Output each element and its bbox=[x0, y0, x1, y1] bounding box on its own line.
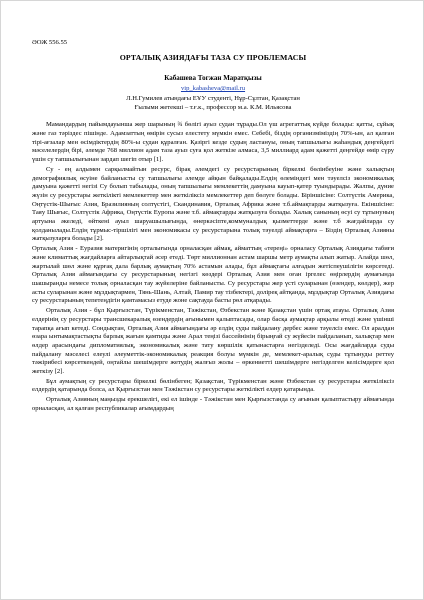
paragraph-4: Орталық Азия - бұл Қырғызстан, Түрікменстан, Тәжікстан, Өзбекстан және Қазақстан үшін ортақ атауы. Орталық Азия елдерінің су ресурстары трансшекаралық өзендердің ағынымен қалыптасады, олар басқа аумақтар арқылы өтеді және үшінші тарапқа ағып кетеді. Сондықтан, Орталық Азия аймағындағы әр елдің суды пайдалану дербес және тәуелсіз емес. Ол аралдан өзара ынтымақтастықты барлық жағын қамтиды және Арал теңізі бассейнінің бірыңғай су жүйесін пайдаланып, халықтар мен өлдер арасындағы дипломатиялық, экономикалық және тату көршілік қатынастарға негізделеді. Осы жағдайларда суды пайдалану мәселесі елеулі әлеуметтік-экономикалық реакция болуы мүмкін де, мемлекет-аралық суды тұтынуды реттеу тәжірибесі көрсеткендей, оңтайлы шешімдерге жетудің жалғыз жолы – өркениетті шешімдерге негізделген келісімдерге қол жеткізу [2]. bbox=[32, 307, 394, 376]
paragraph-5: Бұл аумақтың су ресурстары біркелкі бөлінбеген; Қазақстан, Түрікменстан және Өзбекстан су ресурстары жеткіліксіз елдердің қатарында болса, ал Қырғызстан мен Тәжікстан су ресурстары жеткілікті елдер қатарында. bbox=[32, 377, 394, 394]
paragraph-1: Мамандардың пайымдауынша жер шарының ¾ бөлігі ауыз судан тұрады.Ол үш агрегаттық күйде болады: қатты, сұйық және газ тәріздес пішінде. Адамзаттың өмірін сусыз елестету мүмкін емес. Себебі, біздің организміміздің 70%-ын, ал қалған тірі-ағзалар мен өсімдіктердің 80%-ы судан құралған. Қазіргі кезде судың ластануы, оның тапшылығы жаһандық деңгейдегі мәселелердің бірі, әлемде 768 миллион адам таза ауыз суға қол жеткізе алмаса, 3,5 миллиард адам қажетті деңгейде өмір сүру үшін су тапшылығынан зардап шегіп отыр [1]. bbox=[32, 121, 394, 164]
paragraph-3: Орталық Азия - Еуразия материгінің орталығында орналасқан аймақ, айматтың «тереңі» орналасу Орталық Азиядағы табиғи және климаттық жағдайларға айтарлықтай әсер етеді. Төрт миллионнан астам шаршы метр аумақты алып жатыр. Алайда шөл, жартылай шөл және құрғақ дала барлық аумақтың 70% астамын алады, бұл аймақтағы алғадын жетіспеушілігін көрсетеді. Орталық Азия аймағындағы су ресурстарының негізгі көздері Орталық Азия мен оған іргелес өңірлердің аумағында шашыранды немесе толық орналасқан тау жүйелеріне байланысты. Су ресурстары жер үсті суларынан (өзендер, көлдер), жер асты суларынан және мұздықтармен, Тянь-Шань, Алтай, Памир тау тізбектері, доліреқ айтқанда, мұздықтар Орталық Азиядағы су ресурстарының тепетеңдігін қамтамасыз етуде жоне сақтауда басты рөл атқарады. bbox=[32, 245, 394, 305]
paragraph-6: Орталық Азияның маңызды ерекшелігі, екі ел ішінде - Тәжікстан мен Қырғызстанда су ағынын қалыптастыру аймағында орналасқан, ал қалған республикалар ағымдардың bbox=[32, 396, 394, 412]
author-affiliation: Л.Н.Гумилев атындағы ЕҰУ студенті, Нұр-Сұлтан, Қазақстан bbox=[126, 94, 300, 102]
article-title: ОРТАЛЫҚ АЗИЯДАҒЫ ТАЗА СУ ПРОБЛЕМАСЫ bbox=[119, 52, 307, 62]
article-body bbox=[32, 39, 394, 415]
scientific-supervisor: Ғылыми жетекші – т.ғ.к., профессор м.а. К.М. Ильясова bbox=[134, 103, 292, 111]
author-email-link[interactable]: vip_kabasheva@mail.ru bbox=[180, 85, 246, 93]
author-name: Кабашева Тогжан Маратқызы bbox=[164, 73, 262, 82]
paragraph-2: Су - ең алдымен сарқылмайтын ресурс, бірақ әлемдегі су ресурстарының біркелкі бөлінбеуіне және халықтың демографиялық өсуіне байланысты су тапшылығы әлемде айқын байқалады.Елдің өлеміндегі мен тәуелсіз экономикалық дамуына қажетті негізі Су болып табылады, оның тапшылығы мемлекеттің дамуына кауып-қатер туындырады. Жалпы, дүние жүзін су ресурстары жеткілікті мемлекеттер мен жеткіліксіз мемлекеттер деп бөлуге болады. Біріншісіне: Солтүстік Америка, Оңтүстік-Шығыс Азия, Бразилияның солтүстігі, Скандинавия, Орталық Африка және т.б.аймақтарды жатқызуға. Екіншісіне: Таяу Шығыс, Солтүстік Африка, Оңтүстік Еуропа және т.б. аймақтарды жатқызуға болады. Халық санының өсуі су тұтынуның артуына әкеледі, өйткені ауыл шаруашылығында, өнеркәсіпте,коммуналдық қызметтерде және т.б жағдайларда су қолданылады.Елдің тұрмыс-тіршілігі мен экономикасы су ресурстарына толық тәуелді аймақтарға – Біздің Орталық Азияны жатқызуларға болады [2]. bbox=[32, 165, 394, 243]
udc-code: ӘОЖ 556.55 bbox=[32, 39, 68, 46]
